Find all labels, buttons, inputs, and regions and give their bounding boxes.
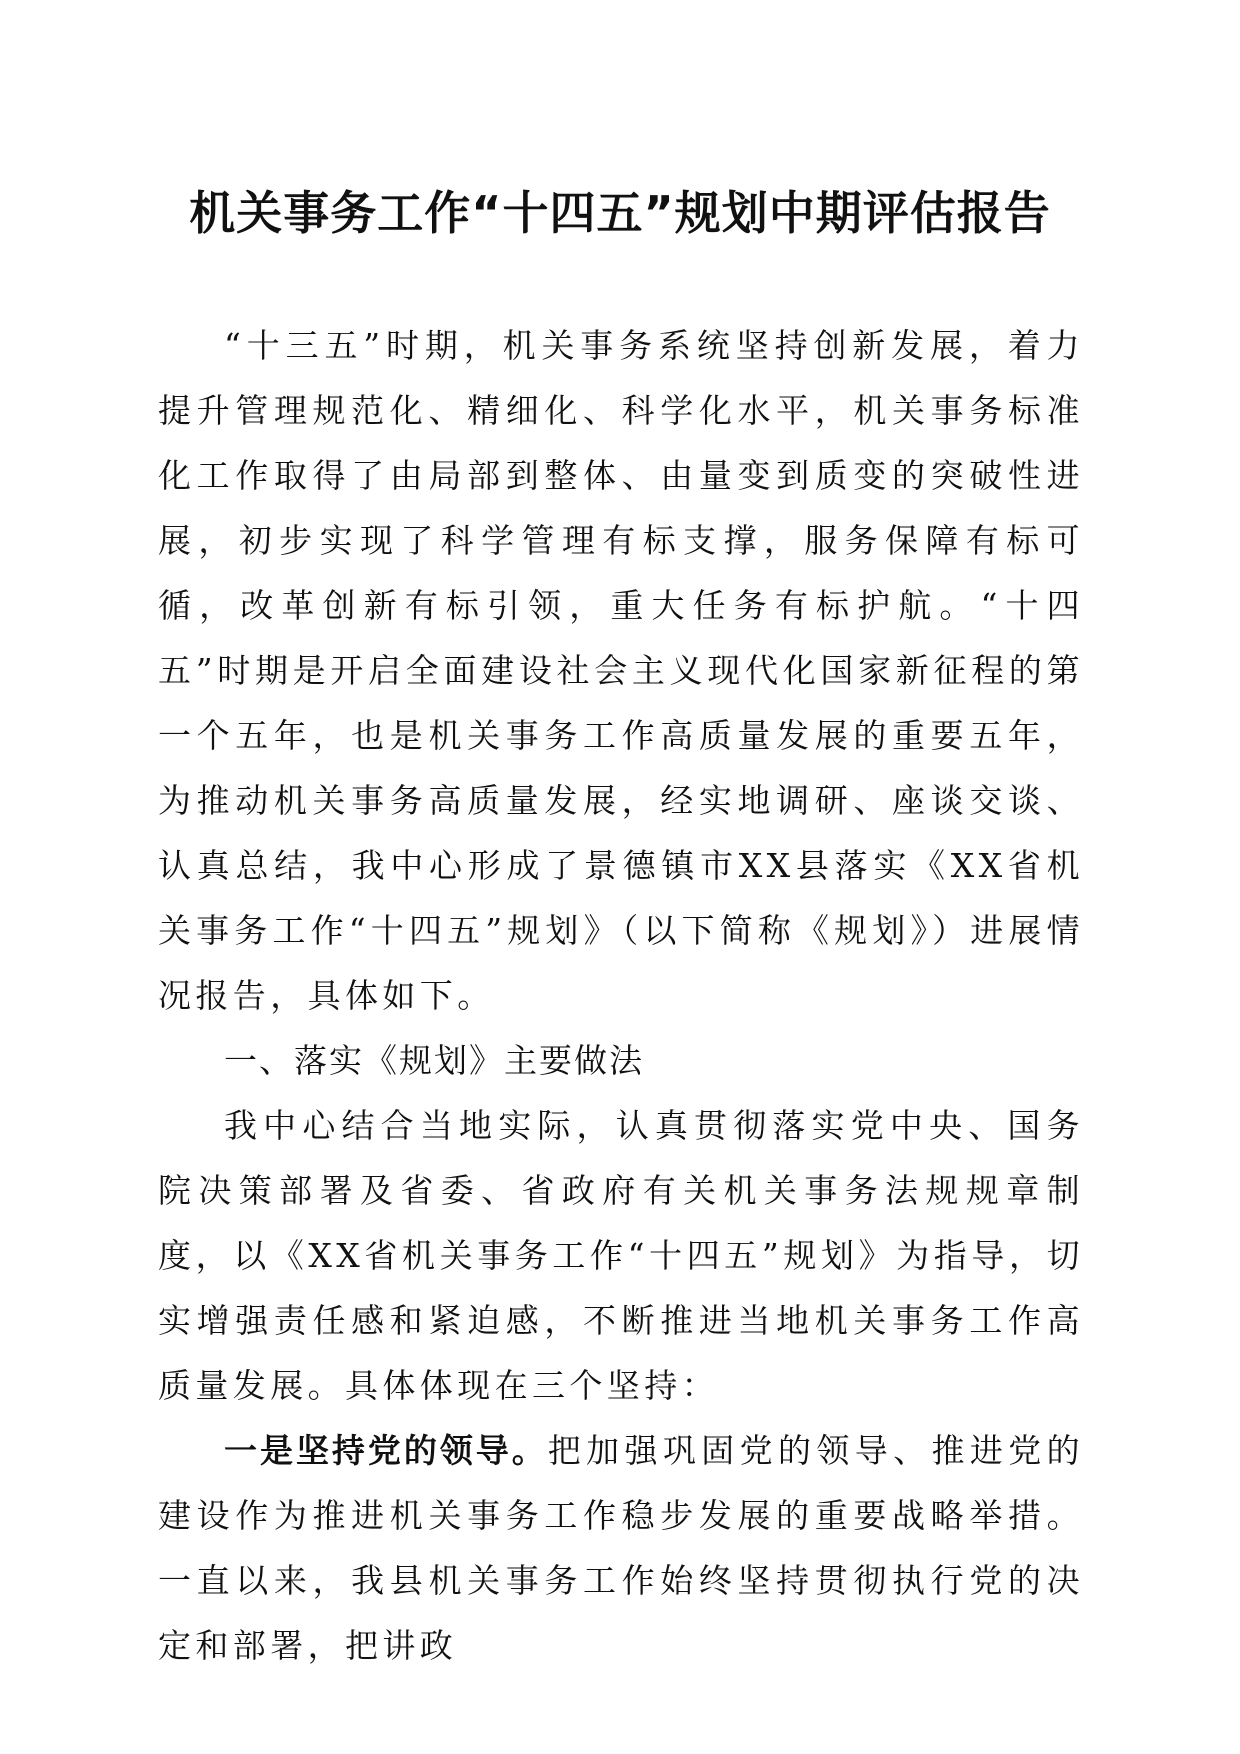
point-text: 把加强巩固党的领导、推进党的建设作为推进机关事务工作稳步发展的重要战略举措。一直以来，我县机关事务工作始终坚持贯彻执行党的决定和部署，把讲政: [158, 1431, 1085, 1665]
section-paragraph: 我中心结合当地实际，认真贯彻落实党中央、国务院决策部署及省委、省政府有关机关事务法规规章制度，以《XX省机关事务工作“十四五”规划》为指导，切实增强责任感和紧迫感，不断推进当地机关事务工作高质量发展。具体体现在三个坚持：: [158, 1106, 1084, 1405]
intro-paragraph: “十三五”时期，机关事务系统坚持创新发展，着力提升管理规范化、精细化、科学化水平，机关事务标准化工作取得了由局部到整体、由量变到质变的突破性进展，初步实现了科学管理有标支撑，服务保障有标可循，改革创新有标引领，重大任务有标护航。“十四五”时期是开启全面建设社会主义现代化国家新征程的第一个五年，也是机关事务工作高质量发展的重要五年，为推动机关事务高质量发展，经实地调研、座谈交谈、认真总结，我中心形成了景德镇市XX县落实《XX省机关事务工作“十四五”规划》（以下简称《规划》）进展情况报告，具体如下。: [158, 326, 1084, 1015]
document-title: 机关事务工作“十四五”规划中期评估报告: [189, 186, 1051, 240]
document-body: [158, 313, 1084, 1678]
section-heading: 一、落实《规划》主要做法: [224, 1041, 644, 1080]
point-paragraph: [158, 1418, 1084, 1678]
point-lead: 一是坚持党的领导。: [224, 1431, 548, 1470]
